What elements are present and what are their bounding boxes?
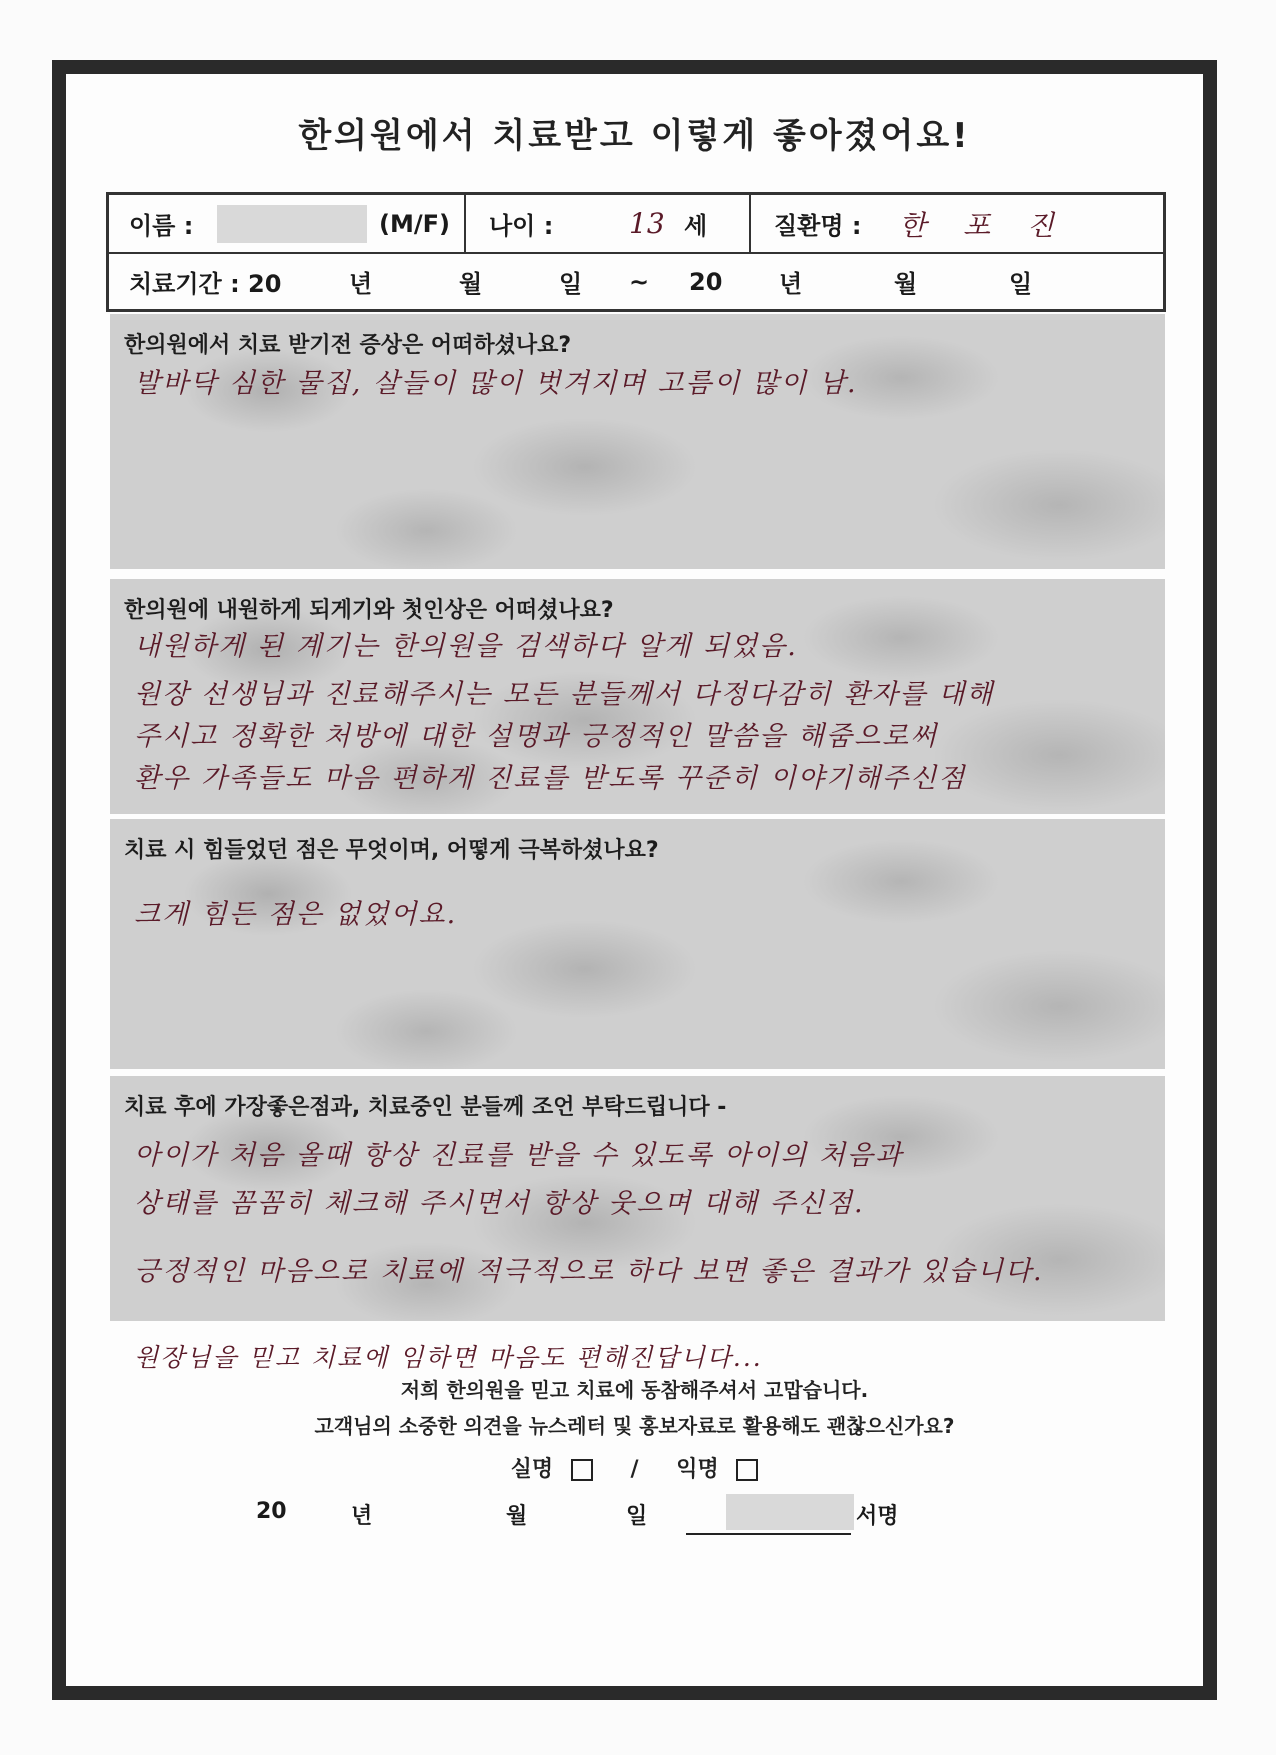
date-year: 년 [351,1504,373,1529]
date-month: 월 [506,1504,528,1529]
real-name-label: 실명 [510,1457,554,1482]
answer-2-line-2: 원장 선생님과 진료해주시는 모든 분들께서 다정다감히 환자를 대해 [134,679,995,710]
survey-form [52,60,1217,1700]
section-difficulties [110,819,1165,1069]
date-prefix: 20 [256,1499,287,1524]
period-month2: 월 [894,270,918,298]
section-advice [110,1076,1165,1321]
age-label: 나이 : [489,212,554,240]
name-label: 이름 : [129,212,194,240]
period-tilde: ~ [629,267,650,296]
signature-line [686,1533,851,1535]
section-first-impression [110,579,1165,814]
disease-label: 질환명 : [774,212,862,240]
period-month1: 월 [459,270,483,298]
period-year2: 년 [779,270,803,298]
divider [749,195,751,252]
answer-1-line-1: 발바닥 심한 물집, 살들이 많이 벗겨지며 고름이 많이 남. [134,368,858,399]
anonymous-checkbox[interactable] [736,1459,758,1481]
question-3: 치료 시 힘들었던 점은 무엇이며, 어떻게 극복하셨나요? [124,838,659,863]
period-day1: 일 [559,270,583,298]
answer-4-line-1: 아이가 처음 올때 항상 진료를 받을 수 있도록 아이의 처음과 [134,1140,904,1171]
question-2: 한의원에 내원하게 되게기와 첫인상은 어떠셨나요? [124,598,614,623]
signature-date-row [66,1499,1203,1539]
signature-redacted [726,1494,854,1530]
answer-4-line-5: 원장님을 믿고 치료에 임하면 마음도 편해진답니다... [134,1343,763,1372]
age-value: 13 [629,207,665,240]
period-day2: 일 [1009,270,1033,298]
real-name-checkbox[interactable] [571,1459,593,1481]
answer-2-line-3: 주시고 정확한 처방에 대한 설명과 긍정적인 말씀을 해줌으로써 [134,721,939,752]
period-year2-prefix: 20 [689,267,723,296]
disease-value: 한 포 진 [899,208,1068,242]
date-day: 일 [626,1504,648,1529]
info-row-1 [109,195,1163,254]
signature-label: 서명 [856,1504,899,1529]
question-1: 한의원에서 치료 받기전 증상은 어떠하셨나요? [124,333,572,358]
answer-4-line-2: 상태를 꼼꼼히 체크해 주시면서 항상 웃으며 대해 주신점. [134,1188,865,1219]
info-table [106,192,1166,312]
answer-2-line-1: 내원하게 된 계기는 한의원을 검색하다 알게 되었음. [134,631,798,662]
question-4: 치료 후에 가장좋은점과, 치료중인 분들께 조언 부탁드립니다 - [124,1095,727,1120]
age-unit: 세 [684,212,708,240]
answer-2-line-4: 환우 가족들도 마음 편하게 진료를 받도록 꾸준히 이야기해주신점 [134,763,967,794]
form-title: 한의원에서 치료받고 이렇게 좋아졌어요! [298,116,971,156]
name-redacted [217,205,367,243]
info-row-2 [109,253,1163,310]
consent-options [66,1452,1203,1483]
sex-label: (M/F) [379,209,450,238]
period-label: 치료기간 : 20 [129,270,282,298]
separator: / [630,1457,639,1482]
consent-question: 고객님의 소중한 의견을 뉴스레터 및 홍보자료로 활용해도 괜찮으신가요? [314,1414,955,1438]
anonymous-label: 익명 [676,1457,719,1482]
section-symptoms [110,314,1165,569]
answer-4-line-4: 긍정적인 마음으로 치료에 적극적으로 하다 보면 좋은 결과가 있습니다. [134,1256,1044,1287]
divider [464,195,466,252]
answer-3-line-1: 크게 힘든 점은 없었어요. [134,899,458,930]
thanks-text: 저희 한의원을 믿고 치료에 동참해주셔서 고맙습니다. [400,1378,869,1402]
period-year1: 년 [349,270,373,298]
